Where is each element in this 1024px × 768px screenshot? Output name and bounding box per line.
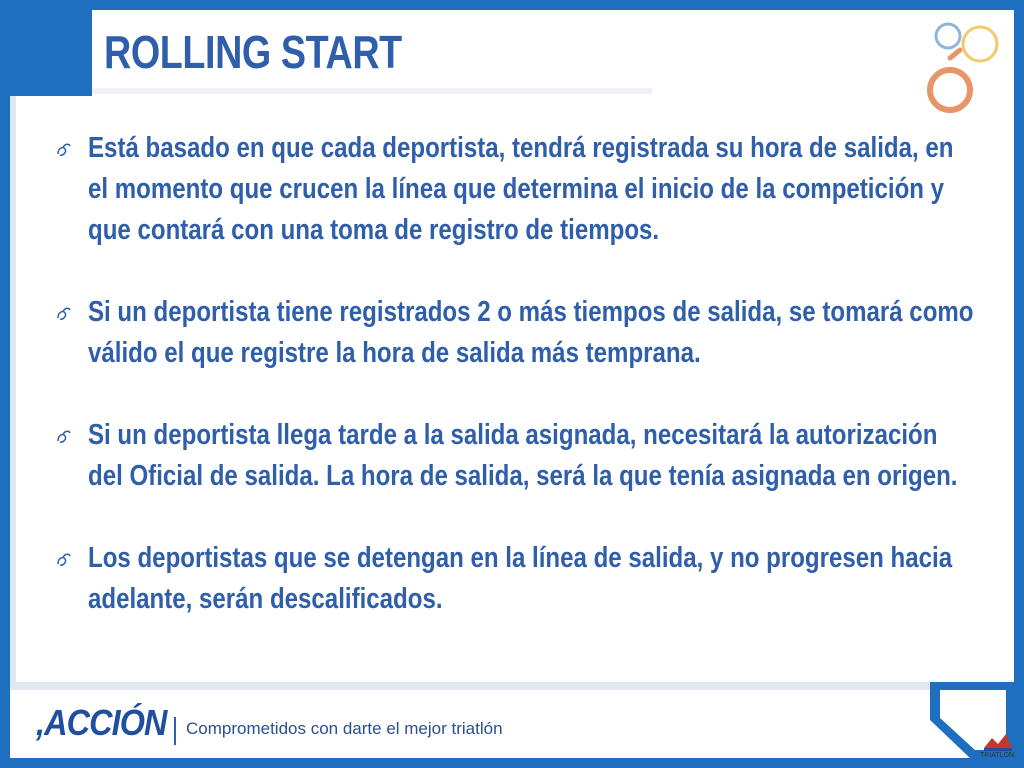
bullet-ornament-icon bbox=[54, 550, 76, 572]
list-item bbox=[52, 538, 982, 620]
bullet-ornament-icon bbox=[54, 140, 76, 162]
slide-title: ROLLING START bbox=[104, 26, 402, 78]
bullet-text: Está basado en que cada deportista, tendrá registrada su hora de salida, en el momento que crucen la línea que determina el inicio de la competición y que contará con una toma de registro de tiempos. bbox=[88, 132, 954, 246]
bullet-text: Si un deportista llega tarde a la salida asignada, necesitará la autorización del Oficial de salida. La hora de salida, será la que tenía asignada en origen. bbox=[88, 419, 958, 492]
federation-logo-text: TRIATLÓN bbox=[980, 752, 1015, 759]
bullet-ornament-icon bbox=[54, 427, 76, 449]
triathlon-rings-logo-icon bbox=[920, 14, 1006, 118]
footer-divider bbox=[174, 717, 176, 745]
bullet-text: Si un deportista tiene registrados 2 o más tiempos de salida, se tomará como válido el que registre la hora de salida más temprana. bbox=[88, 296, 974, 369]
list-item bbox=[52, 128, 982, 292]
bullet-ornament-icon bbox=[54, 304, 76, 326]
footer-tagline: Comprometidos con darte el mejor triatlón bbox=[186, 719, 503, 738]
bullet-text: Los deportistas que se detengan en la línea de salida, y no progresen hacia adelante, serán descalificados. bbox=[88, 542, 953, 615]
footer-brand-logo: ,ACCIÓN bbox=[36, 702, 167, 743]
list-item bbox=[52, 415, 982, 538]
bullet-list bbox=[52, 128, 982, 620]
list-item bbox=[52, 292, 982, 415]
